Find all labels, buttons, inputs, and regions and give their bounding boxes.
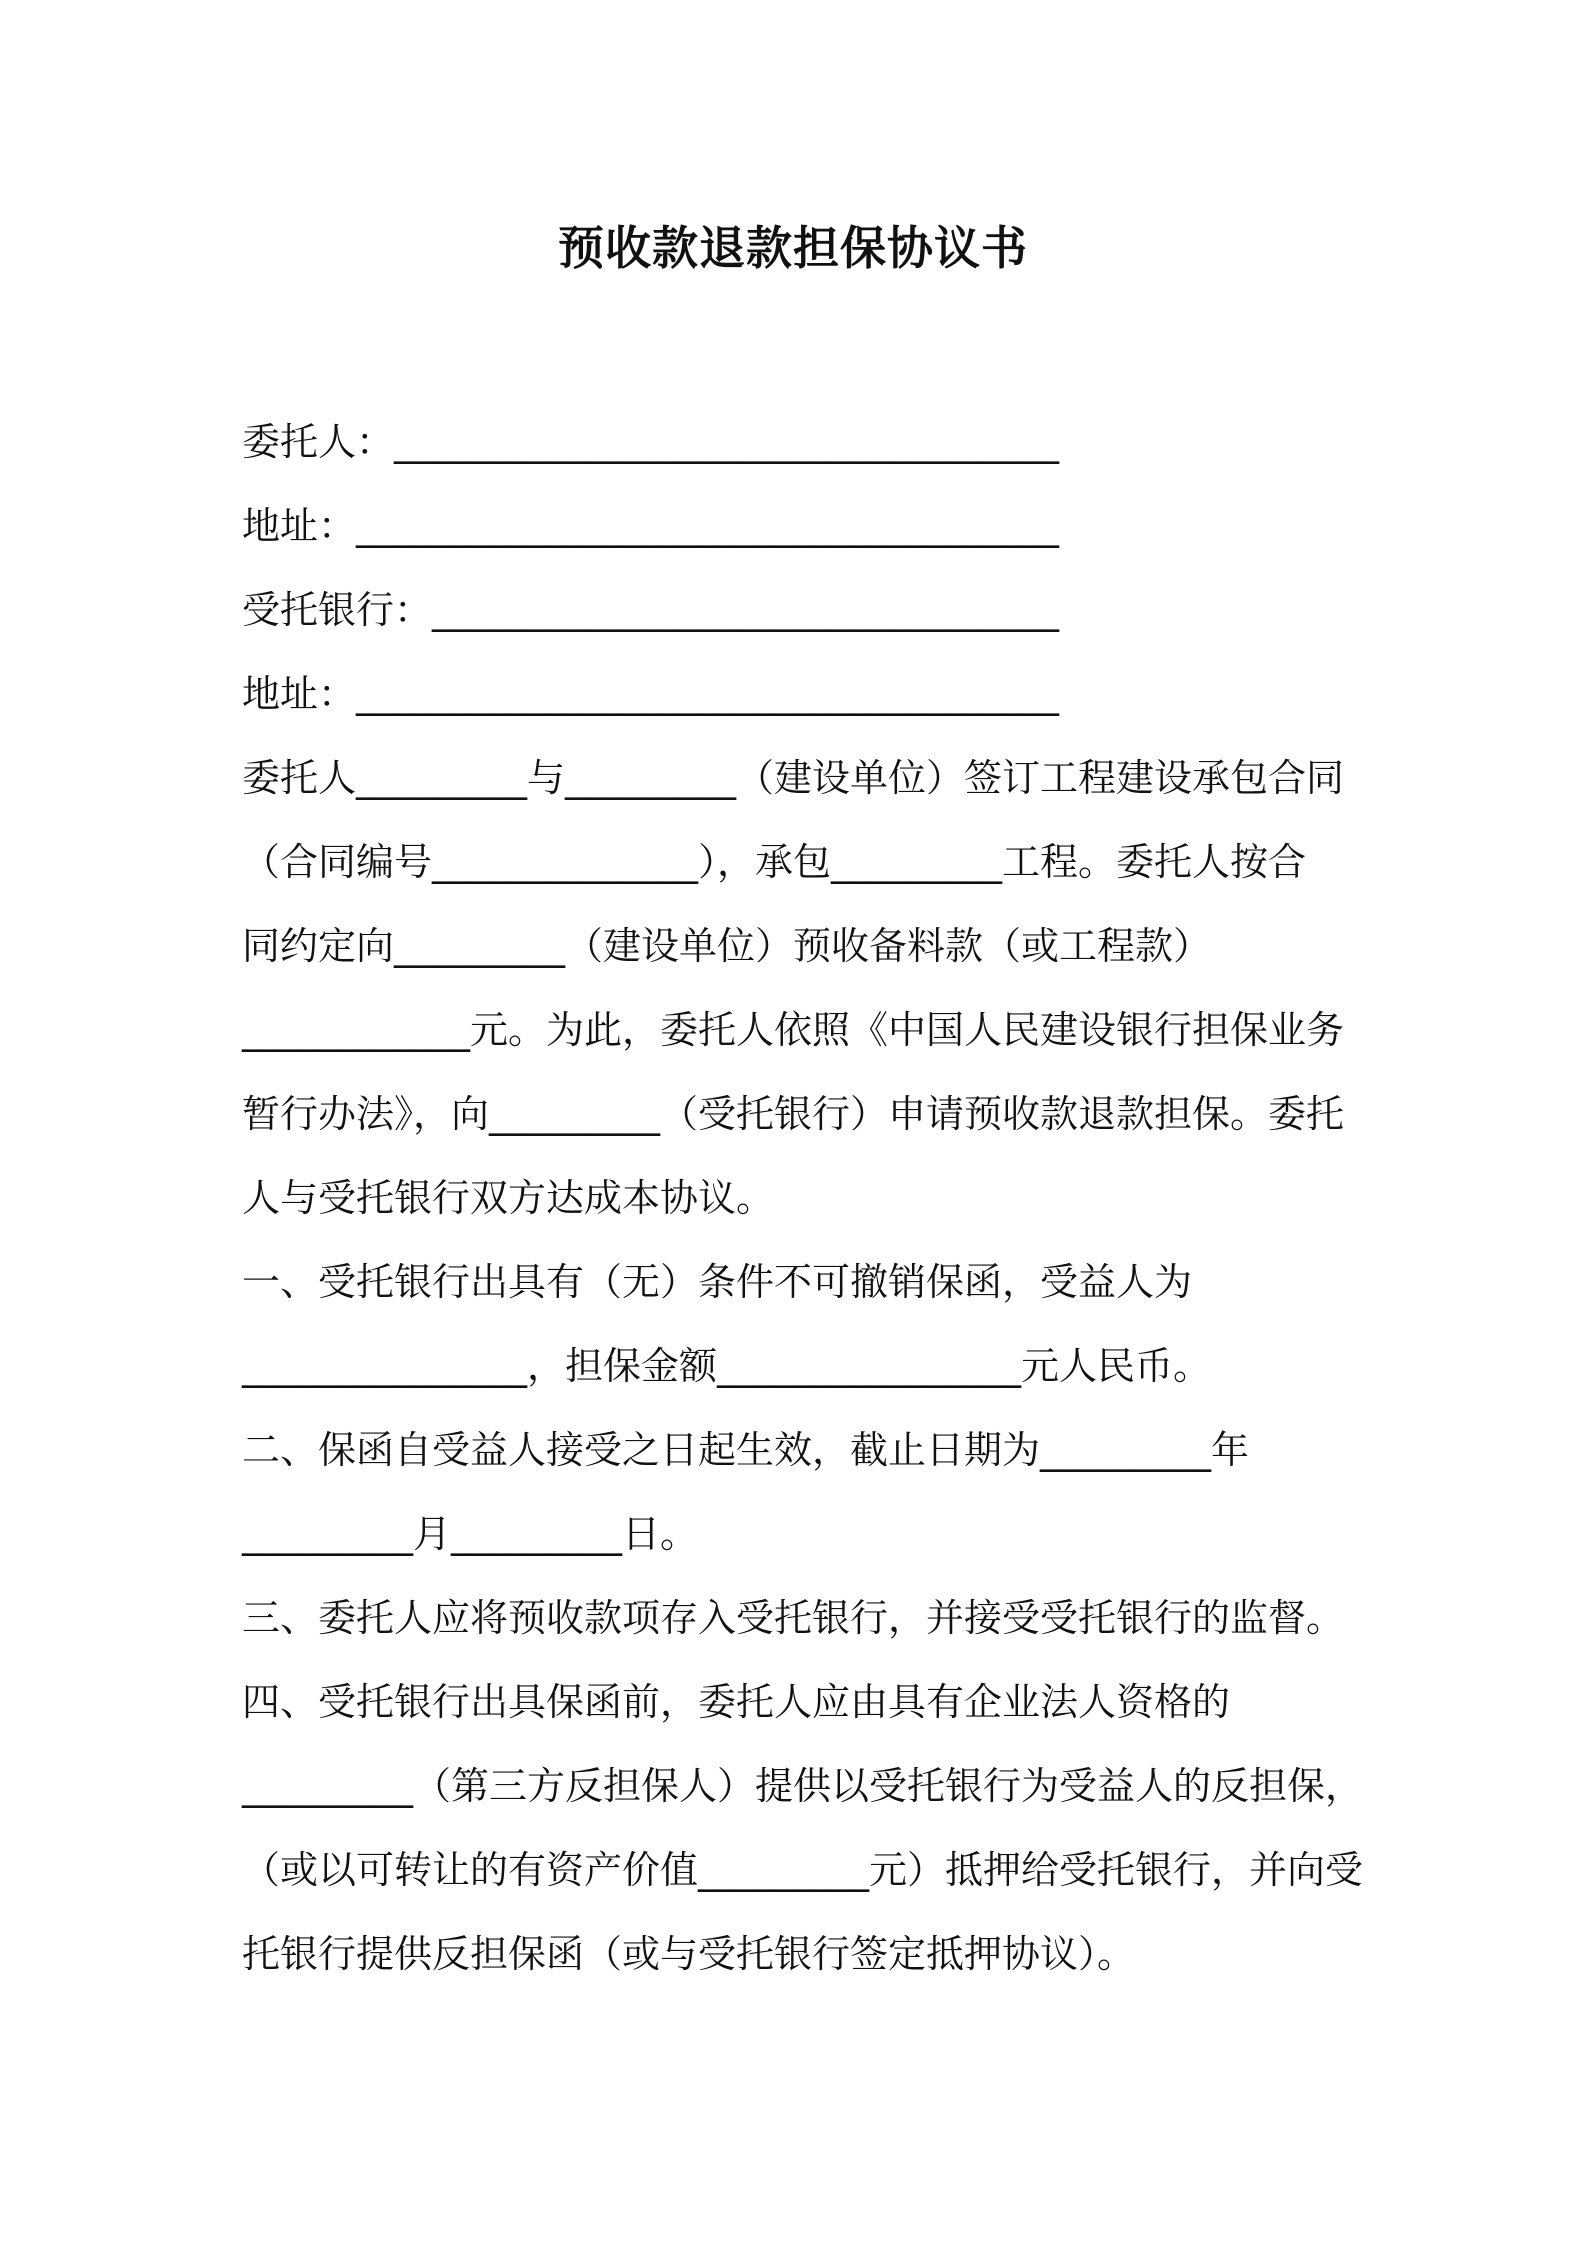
preamble-line: （合同编号______________），承包_________工程。委托人按合 — [242, 840, 1307, 884]
principal-address-field: 地址：_____________________________________ — [242, 504, 1060, 548]
document-body — [242, 400, 1362, 1996]
preamble-line: 暂行办法》，向_________（受托银行）申请预收款退款担保。委托 — [242, 1092, 1345, 1136]
document-title: 预收款退款担保协议书 — [558, 221, 1028, 275]
clause-3-line: 三、委托人应将预收款项存入受托银行，并接受受托银行的监督。 — [242, 1596, 1345, 1640]
clause-4-line: 四、受托银行出具保函前，委托人应由具有企业法人资格的 — [242, 1680, 1231, 1724]
clause-4-line: 托银行提供反担保函（或与受托银行签定抵押协议）。 — [242, 1932, 1136, 1976]
clause-2-line: 二、保函自受益人接受之日起生效，截止日期为_________年 — [242, 1428, 1250, 1472]
preamble-line: 同约定向_________（建设单位）预收备料款（或工程款） — [242, 924, 1212, 968]
preamble-line: ____________元。为此，委托人依照《中国人民建设银行担保业务 — [242, 1008, 1345, 1052]
preamble-line: 委托人_________与_________（建设单位）签订工程建设承包合同 — [242, 756, 1345, 800]
principal-field: 委托人：___________________________________ — [242, 420, 1060, 464]
clause-4-line: （或以可转让的有资产价值_________元）抵押给受托银行，并向受 — [242, 1848, 1364, 1892]
clause-2-line: _________月_________日。 — [242, 1512, 699, 1556]
trustee-bank-field: 受托银行：_________________________________ — [242, 588, 1060, 632]
clause-4-line: _________（第三方反担保人）提供以受托银行为受益人的反担保， — [242, 1764, 1364, 1808]
preamble-line: 人与受托银行双方达成本协议。 — [242, 1176, 775, 1220]
clause-1-line: 一、受托银行出具有（无）条件不可撤销保函，受益人为 — [242, 1260, 1193, 1304]
clause-1-line: _______________，担保金额________________元人民币。 — [242, 1344, 1212, 1388]
trustee-bank-address-field: 地址：_____________________________________ — [242, 672, 1060, 716]
